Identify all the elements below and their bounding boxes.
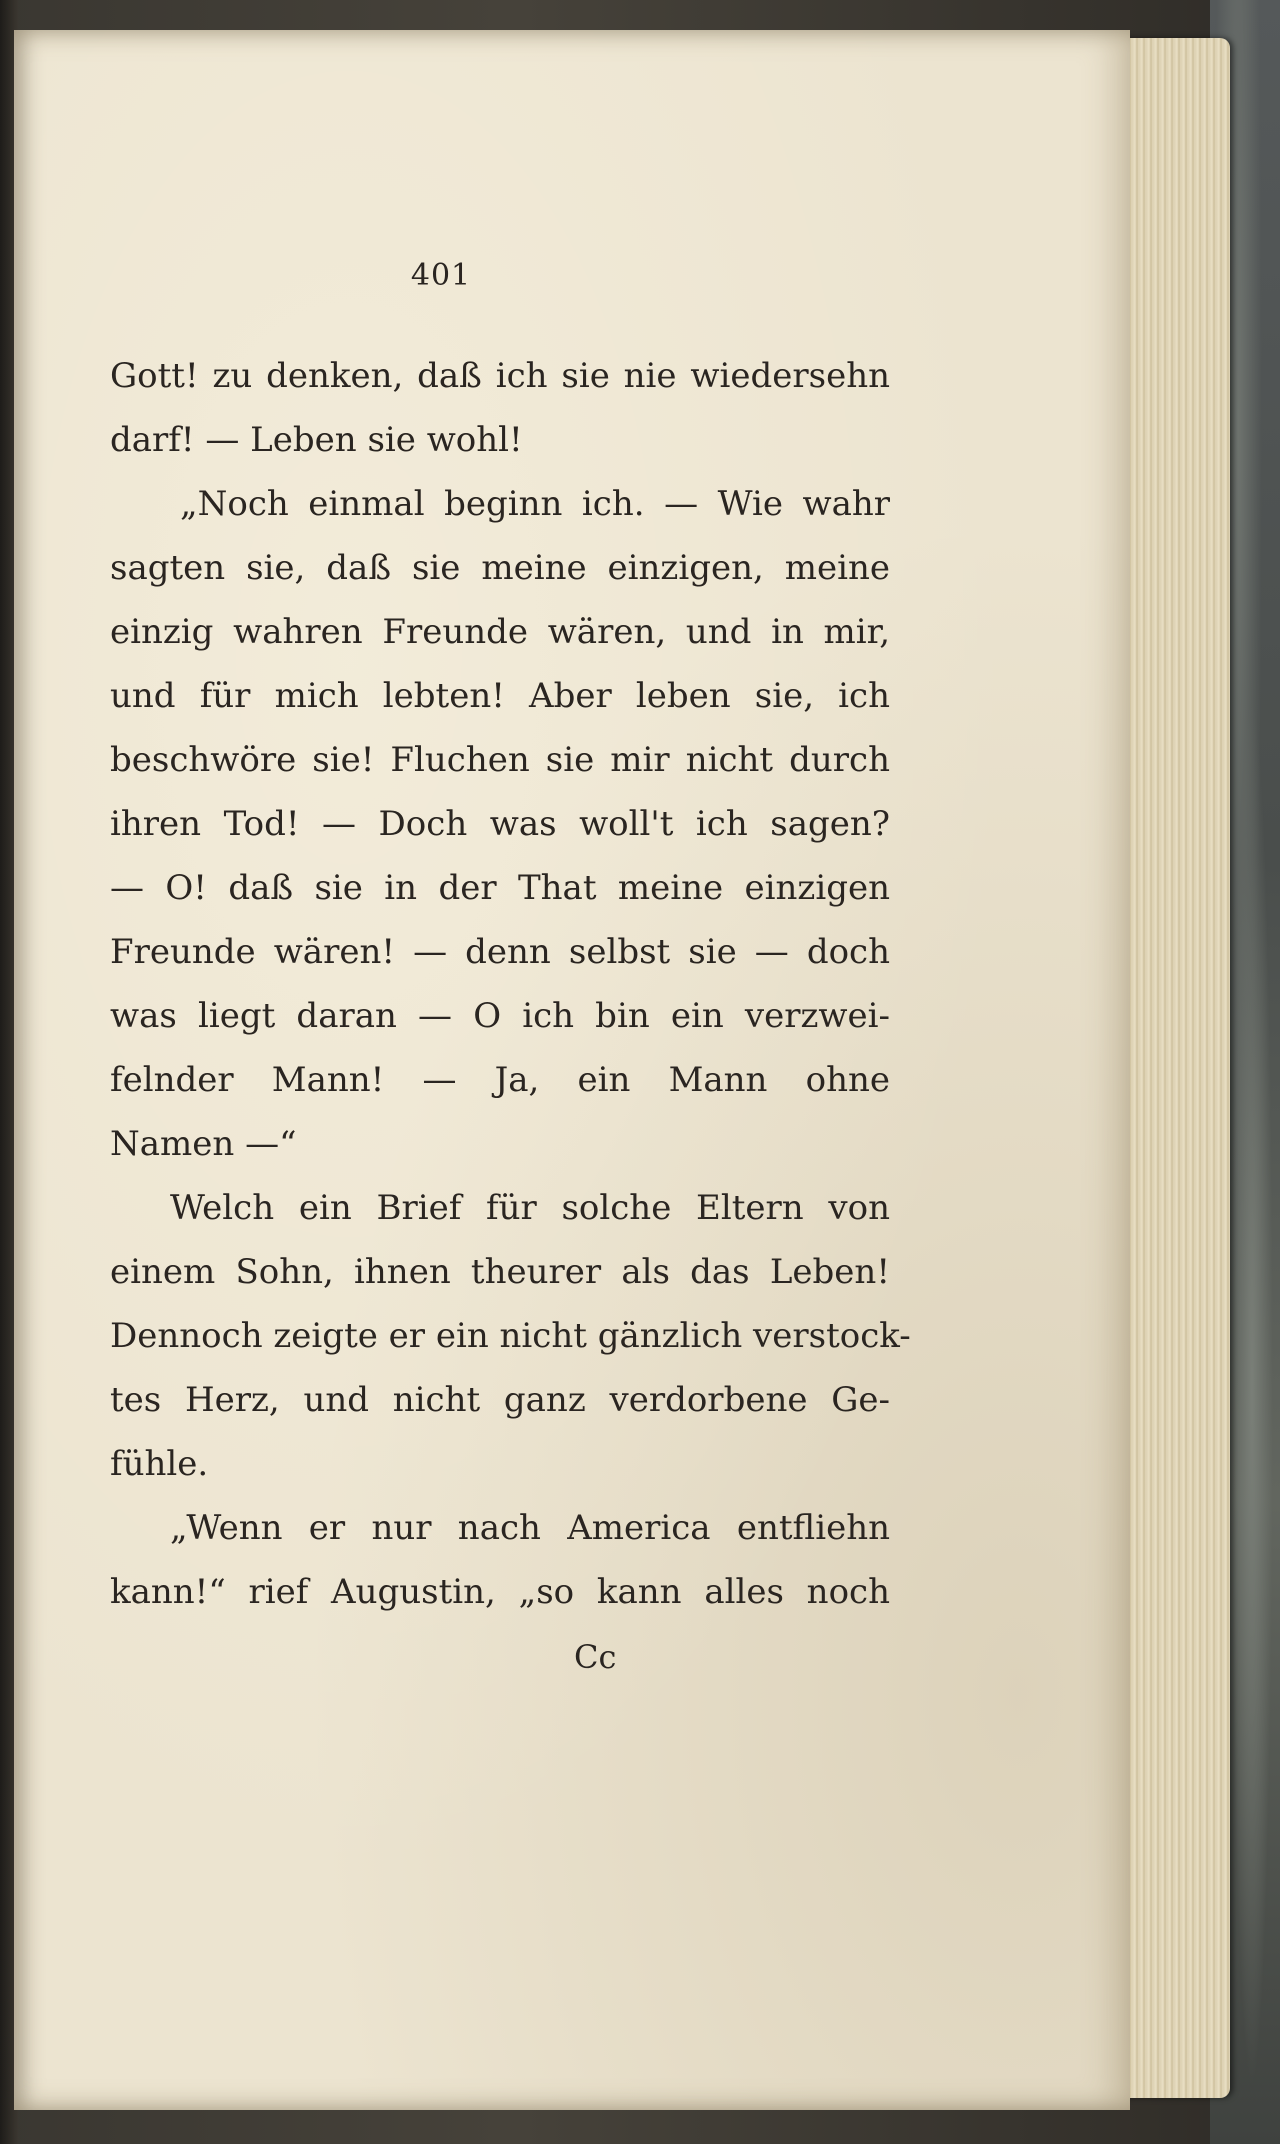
text-line: beschwöre sie! Fluchen sie mir nicht durch [110,740,890,780]
text-line: fühle. [110,1444,209,1484]
text-line: sagten sie, daß sie meine einzigen, meine [110,548,890,588]
text-line: ihren Tod! — Doch was woll't ich sagen? [110,804,890,844]
text-line: einem Sohn, ihnen theurer als das Leben! [110,1252,890,1292]
text-line: Welch ein Brief für solche Eltern von [170,1188,890,1228]
text-line: Gott! zu denken, daß ich sie nie wiedersehn [110,356,890,396]
text-line: „Noch einmal beginn ich. — Wie wahr [180,484,890,524]
text-line: Dennoch zeigte er ein nicht gänzlich verstock- [110,1316,911,1356]
text-line: Freunde wären! — denn selbst sie — doch [110,932,890,972]
text-line: Namen —“ [110,1124,297,1164]
text-line: — O! daß sie in der That meine einzigen [110,868,890,908]
signature-mark: Cc [574,1638,617,1676]
text-line: felnder Mann! — Ja, ein Mann ohne [110,1060,890,1100]
text-line: und für mich lebten! Aber leben sie, ich [110,676,890,716]
text-line: „Wenn er nur nach America entfliehn [170,1508,890,1548]
text-line: was liegt daran — O ich bin ein verzwei- [110,996,890,1036]
page-number: 401 [410,258,472,293]
text-line: kann!“ rief Augustin, „so kann alles noch [110,1572,890,1612]
book-page [14,30,1130,2110]
text-line: einzig wahren Freunde wären, und in mir, [110,612,890,652]
page-edges [1118,38,1230,2098]
text-line: darf! — Leben sie wohl! [110,420,523,460]
text-line: tes Herz, und nicht ganz verdorbene Ge- [110,1380,890,1420]
